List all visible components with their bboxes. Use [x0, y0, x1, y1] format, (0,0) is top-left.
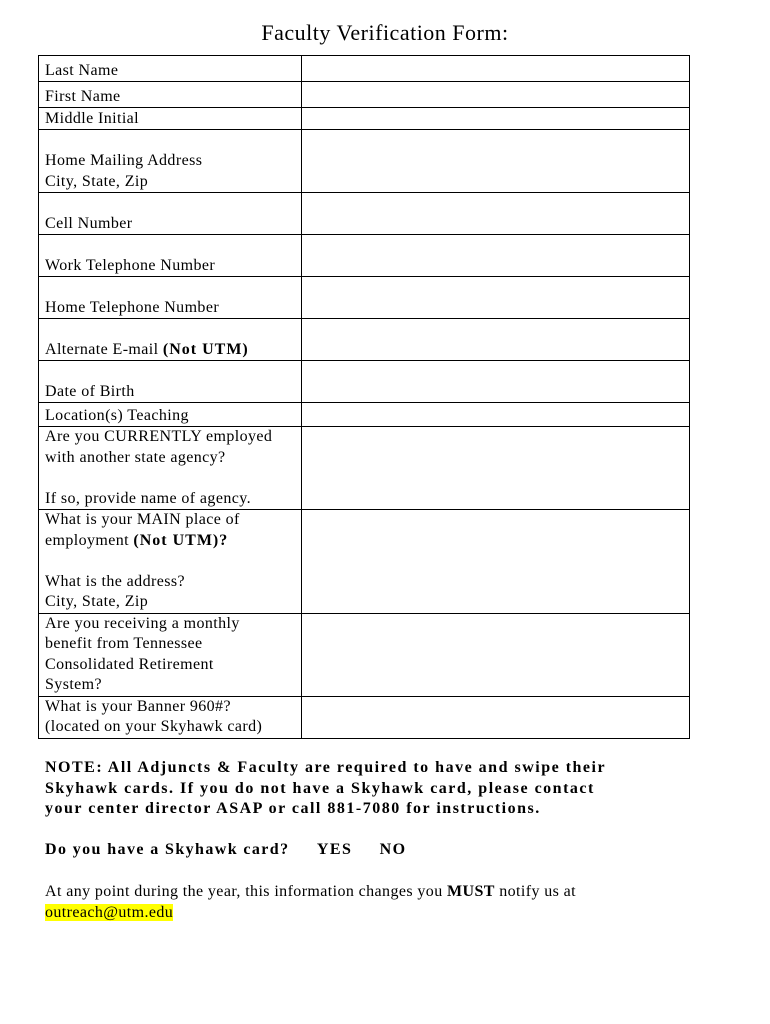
not-utm-note: (Not UTM) [162, 340, 249, 358]
field-value-middle-initial[interactable] [301, 108, 689, 130]
note-line-1: NOTE: All Adjuncts & Faculty are required to have and swipe their [45, 759, 607, 776]
footer-text-before: At any point during the year, this information changes you [45, 883, 447, 900]
yes-option[interactable]: YES [316, 841, 353, 858]
table-row [39, 193, 690, 235]
table-row [39, 277, 690, 319]
table-row [39, 696, 690, 738]
contact-email-link[interactable]: outreach@utm.edu [45, 903, 174, 921]
field-label-last-name: Last Name [39, 56, 302, 82]
table-row [39, 613, 690, 696]
skyhawk-card-question [45, 841, 406, 859]
table-row [39, 319, 690, 361]
field-value-tcrs-benefit[interactable] [301, 613, 689, 696]
verification-table [38, 55, 690, 739]
field-value-cell-number[interactable] [301, 193, 689, 235]
footer-notice [45, 882, 725, 923]
field-value-date-of-birth[interactable] [301, 361, 689, 403]
question-text: Do you have a Skyhawk card? [45, 841, 290, 858]
note-line-3: your center director ASAP or call 881-7080 for instructions. [45, 800, 541, 817]
field-value-first-name[interactable] [301, 82, 689, 108]
table-row [39, 403, 690, 427]
field-value-banner-number[interactable] [301, 696, 689, 738]
field-value-last-name[interactable] [301, 56, 689, 82]
table-row [39, 510, 690, 614]
field-value-home-telephone[interactable] [301, 277, 689, 319]
not-utm-question: (Not UTM)? [133, 531, 229, 549]
field-label-locations-teaching: Location(s) Teaching [39, 403, 302, 427]
main-employment-text: What is your MAIN place of employment [45, 511, 240, 549]
field-label-state-agency: Are you CURRENTLY employed with another state agency? If so, provide name of agency. [39, 427, 302, 510]
table-row [39, 56, 690, 82]
field-label-main-employment [39, 510, 302, 614]
field-label-home-address: Home Mailing Address City, State, Zip [39, 130, 302, 193]
field-value-state-agency[interactable] [301, 427, 689, 510]
field-label-alternate-email [39, 319, 302, 361]
table-row [39, 82, 690, 108]
field-value-home-address[interactable] [301, 130, 689, 193]
field-value-main-employment[interactable] [301, 510, 689, 614]
field-label-banner-number: What is your Banner 960#? (located on your Skyhawk card) [39, 696, 302, 738]
table-row [39, 235, 690, 277]
table-row [39, 361, 690, 403]
field-label-home-telephone: Home Telephone Number [39, 277, 302, 319]
table-row [39, 130, 690, 193]
field-label-work-telephone: Work Telephone Number [39, 235, 302, 277]
note-line-2: Skyhawk cards. If you do not have a Skyhawk card, please contact [45, 779, 595, 797]
alternate-email-text: Alternate E-mail [45, 340, 163, 358]
table-row [39, 427, 690, 510]
form-title: Faculty Verification Form: [261, 20, 509, 45]
table-row [39, 108, 690, 130]
field-value-alternate-email[interactable] [301, 319, 689, 361]
skyhawk-note [45, 758, 695, 820]
field-value-work-telephone[interactable] [301, 235, 689, 277]
field-value-locations-teaching[interactable] [301, 403, 689, 427]
field-label-first-name: First Name [39, 82, 302, 108]
footer-text-after: notify us at [494, 883, 577, 900]
employment-address-text: What is the address? City, State, Zip [45, 572, 185, 610]
field-label-tcrs-benefit: Are you receiving a monthly benefit from Tennessee Consolidated Retirement System? [39, 613, 302, 696]
must-emphasis: MUST [447, 883, 495, 900]
no-option[interactable]: NO [379, 841, 407, 858]
field-label-date-of-birth: Date of Birth [39, 361, 302, 403]
field-label-middle-initial: Middle Initial [39, 108, 302, 130]
field-label-cell-number: Cell Number [39, 193, 302, 235]
